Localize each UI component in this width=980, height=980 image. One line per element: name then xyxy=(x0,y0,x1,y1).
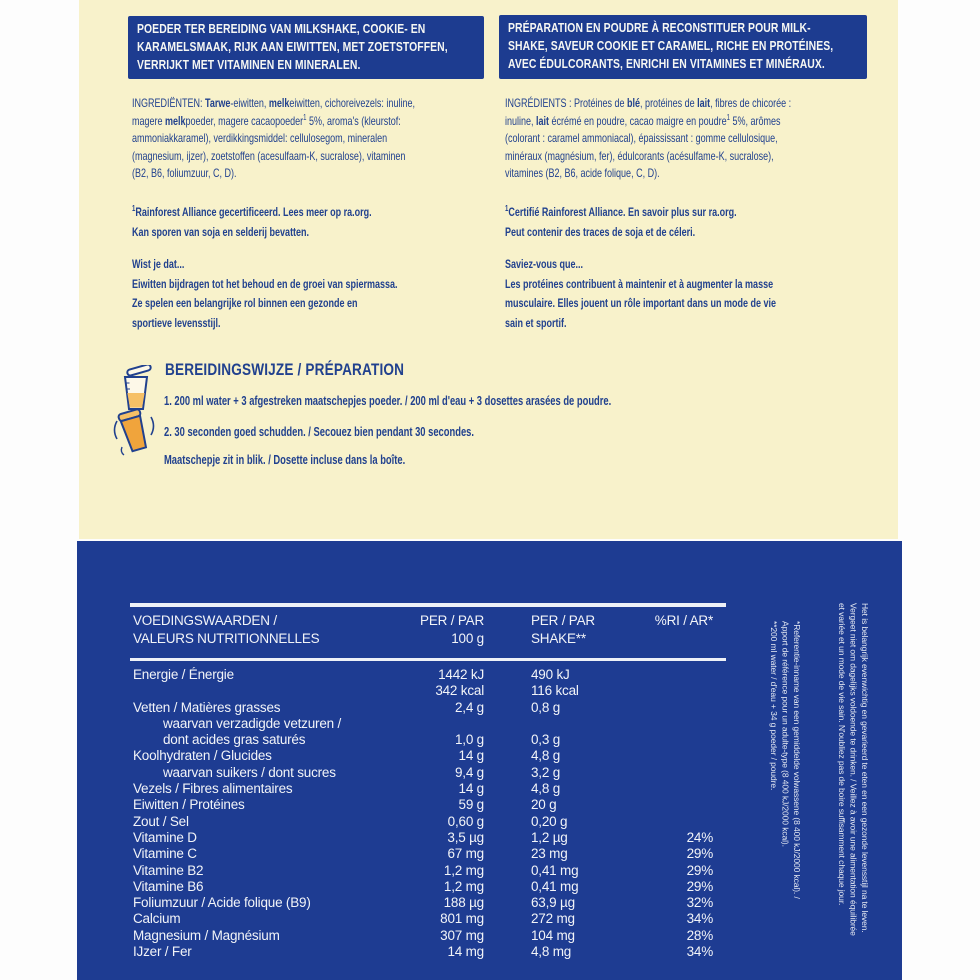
row-value-per-shake: 3,2 g xyxy=(531,764,561,780)
table-row xyxy=(133,879,713,895)
row-value-per-shake: 0,41 mg xyxy=(531,878,579,894)
vertical-note-line: Apport de référence pour un adulte-type (8 400 kJ/2000 kcal). xyxy=(780,621,791,847)
table-row xyxy=(133,830,713,846)
header-ri-percent: %RI / AR* xyxy=(654,613,713,628)
certification-note-fr: $^1$Certifié Rainforest Alliance. En savoir plus sur ra.org. Peut contenir des traces de soja et de céleri. xyxy=(505,204,737,239)
table-row xyxy=(133,797,713,813)
table-row xyxy=(133,895,713,911)
row-label: Foliumzuur / Acide folique (B9) xyxy=(133,895,311,911)
row-value-per-100g: 14 g xyxy=(458,781,484,797)
row-value-per-shake: 4,8 g xyxy=(531,781,561,797)
ingredients-nl: INGREDIËNTEN: Tarwe-eiwitten, melkeiwitten, cichoreivezels: inuline, magere melkpoeder, magere cacaopoeder$^1$ 5%, aroma's (kleurstof: ammoniakkaramel), verdikkingsmiddel: cellulosegom, mineralen (magnesium, ijzer), zoetstoffen (acesulfaam-K, sucralose), vitaminen (B2, B6, foliumzuur, C, D). xyxy=(132,96,415,181)
row-value-per-100g: 67 mg xyxy=(447,846,484,862)
row-label: Koolhydraten / Glucides xyxy=(133,748,272,764)
row-label: Energie / Énergie xyxy=(133,667,234,682)
product-claim-box-fr xyxy=(499,15,867,79)
table-row xyxy=(133,846,713,862)
shaker-cup-shaking-icon xyxy=(110,405,158,457)
row-value-per-shake: 490 kJ xyxy=(531,667,570,682)
table-row xyxy=(133,765,713,781)
row-value-per-shake: 1,2 µg xyxy=(531,829,568,845)
row-value-per-100g: 14 g xyxy=(458,748,484,764)
row-label: Vitamine C xyxy=(133,846,197,862)
row-value-per-shake: 23 mg xyxy=(531,846,568,862)
preparation-title: BEREIDINGSWIJZE / PRÉPARATION xyxy=(165,360,405,379)
table-row xyxy=(133,732,713,748)
table-row xyxy=(133,928,713,944)
vertical-note-line: et variée et un mode de vie sain. N'oubliez pas de boire suffisamment chaque jour. xyxy=(837,603,847,906)
row-value-per-100g: 1,2 mg xyxy=(443,862,484,878)
row-label: IJzer / Fer xyxy=(133,944,192,960)
row-value-per-100g: 1442 kJ xyxy=(438,667,484,682)
row-label: Vitamine D xyxy=(133,829,197,845)
row-value-ri-percent: 29% xyxy=(686,846,713,862)
row-value-per-100g: 0,60 g xyxy=(447,813,484,829)
row-value-per-shake: 104 mg xyxy=(531,927,575,943)
row-value-per-shake: 0,41 mg xyxy=(531,862,579,878)
table-row xyxy=(133,716,713,732)
row-value-per-100g: 14 mg xyxy=(447,944,484,960)
row-label: Magnesium / Magnésium xyxy=(133,927,280,943)
row-value-per-shake: 116 kcal xyxy=(531,683,579,699)
vertical-note-line: **200 ml water / d'eau + 34 g poeder / poudre. xyxy=(769,621,779,791)
table-row xyxy=(133,683,713,699)
vertical-note-line: Vergeet niet om dagelijks voldoende te drinken. / Veillez à avoir une alimentation équilibrée xyxy=(848,603,859,936)
ingredients-fr: INGRÉDIENTS : Protéines de blé, protéines de lait, fibres de chicorée : inuline, lait écrémé en poudre, cacao maigre en poudre$^1$ 5%, arômes (colorant : caramel ammoniacal), épaississant : gomme cellulosique, minéraux (magnésium, fer), édulcorants (acésulfame-K, sucralose), vitamines (B2, B6, acide folique, C, D). xyxy=(505,96,792,181)
row-label: Vezels / Fibres alimentaires xyxy=(133,781,293,797)
row-value-ri-percent: 28% xyxy=(686,927,713,943)
table-row xyxy=(133,700,713,716)
row-value-ri-percent: 34% xyxy=(686,944,713,960)
row-value-per-shake: 0,20 g xyxy=(531,813,568,829)
certification-note-nl: $^1$Rainforest Alliance gecertificeerd. Lees meer op ra.org. Kan sporen van soja en selderij bevatten. xyxy=(132,204,372,239)
header-per-100g: PER / PAR 100 g xyxy=(420,613,484,646)
row-label: Calcium xyxy=(133,911,181,927)
preparation-note: Maatschepje zit in blik. / Dosette incluse dans la boîte. xyxy=(164,453,406,467)
table-row xyxy=(133,814,713,830)
row-value-ri-percent: 32% xyxy=(686,895,713,911)
table-row xyxy=(133,944,713,960)
reference-intake-vertical-note xyxy=(768,621,803,899)
row-value-per-100g: 1,2 mg xyxy=(443,878,484,894)
preparation-step-1: 1. 200 ml water + 3 afgestreken maatschepjes poeder. / 200 ml d'eau + 3 dosettes arasées de poudre. xyxy=(164,394,612,408)
table-top-rule xyxy=(130,603,726,607)
product-claim-text-nl: POEDER TER BEREIDING VAN MILKSHAKE, COOKIE- EN KARAMELSMAAK, RIJK AAN EIWITTEN, MET ZOETSTOFFEN, VERRIJKT MET VITAMINEN EN MINERALEN. xyxy=(137,21,448,72)
row-value-ri-percent: 24% xyxy=(686,829,713,845)
vertical-note-line: Het is belangrijk evenwichtig en gevarieerd te eten en een gezonde levensstijl na te leven. xyxy=(860,603,870,933)
row-label: Eiwitten / Protéines xyxy=(133,797,245,813)
row-value-per-100g: 3,5 µg xyxy=(447,829,484,845)
row-label: Vitamine B2 xyxy=(133,862,204,878)
row-value-ri-percent: 29% xyxy=(686,862,713,878)
nutrition-panel xyxy=(77,541,902,980)
row-value-per-100g: 307 mg xyxy=(440,927,484,943)
row-value-ri-percent: 34% xyxy=(686,911,713,927)
row-value-per-shake: 0,3 g xyxy=(531,732,561,748)
table-row xyxy=(133,863,713,879)
table-row xyxy=(133,781,713,797)
did-you-know-nl: Wist je dat... Eiwitten bijdragen tot het behoud en de groei van spiermassa. Ze spelen een belangrijke rol binnen een gezonde en sportieve levensstijl. xyxy=(132,257,398,330)
nutrition-table-body xyxy=(133,667,713,960)
row-value-per-shake: 20 g xyxy=(531,797,557,813)
vertical-note-line: *Referentie-inname van een gemiddelde volwassene (8 400 kJ/2000 kcal). / xyxy=(792,621,802,899)
nutrition-table-header xyxy=(133,612,713,654)
row-value-per-shake: 0,8 g xyxy=(531,699,561,715)
row-value-per-shake: 63,9 µg xyxy=(531,895,575,911)
row-value-per-100g: 9,4 g xyxy=(454,764,484,780)
table-row xyxy=(133,911,713,927)
table-header-rule xyxy=(130,658,726,661)
table-row xyxy=(133,667,713,683)
row-label: waarvan suikers / dont sucres xyxy=(163,764,336,780)
row-label: waarvan verzadigde vetzuren / xyxy=(163,715,342,731)
row-value-per-100g: 801 mg xyxy=(440,911,484,927)
row-value-per-100g: 2,4 g xyxy=(454,699,484,715)
row-value-per-100g: 1,0 g xyxy=(454,732,484,748)
row-label: Vitamine B6 xyxy=(133,878,204,894)
table-row xyxy=(133,748,713,764)
row-value-per-shake: 4,8 g xyxy=(531,748,561,764)
header-per-shake: PER / PAR SHAKE** xyxy=(531,613,595,646)
row-value-per-100g: 59 g xyxy=(458,797,484,813)
row-value-per-100g: 188 µg xyxy=(443,895,484,911)
product-claim-box-nl xyxy=(128,16,484,79)
header-nutrition-values: VOEDINGSWAARDEN / VALEURS NUTRITIONNELLES xyxy=(133,613,320,646)
row-label: dont acides gras saturés xyxy=(163,732,306,748)
row-value-ri-percent: 29% xyxy=(686,878,713,894)
did-you-know-fr: Saviez-vous que... Les protéines contribuent à maintenir et à augmenter la masse musculaire. Elles jouent un rôle important dans un mode de vie sain et sportif. xyxy=(505,257,777,330)
row-value-per-shake: 4,8 mg xyxy=(531,944,572,960)
label-info-panel xyxy=(79,0,898,539)
product-claim-text-fr: PRÉPARATION EN POUDRE À RECONSTITUER POUR MILK- SHAKE, SAVEUR COOKIE ET CARAMEL, RICHE EN PROTÉINES, AVEC ÉDULCORANTS, ENRICHI EN VITAMINES ET MINÉRAUX. xyxy=(508,20,834,71)
row-value-per-100g: 342 kcal xyxy=(435,683,484,699)
row-value-per-shake: 272 mg xyxy=(531,911,575,927)
row-label: Zout / Sel xyxy=(133,813,189,829)
preparation-step-2: 2. 30 seconden goed schudden. / Secouez bien pendant 30 secondes. xyxy=(164,425,474,439)
row-label: Vetten / Matières grasses xyxy=(133,699,281,715)
lifestyle-advice-vertical-note xyxy=(836,603,871,936)
